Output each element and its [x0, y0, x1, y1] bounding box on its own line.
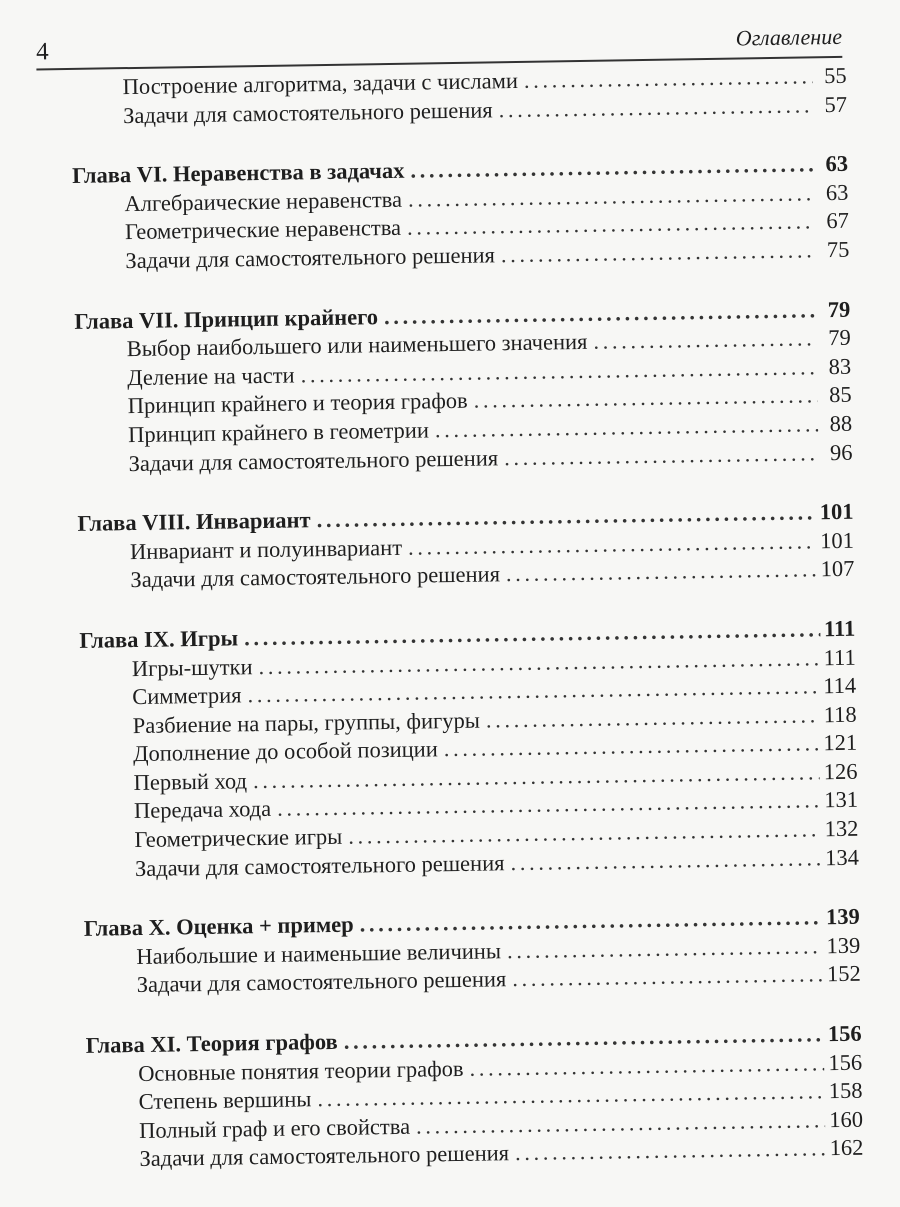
dot-leader: [506, 556, 817, 589]
entry-page-number: 160: [829, 1106, 864, 1132]
entry-page-number: 83: [828, 353, 852, 379]
entry-title: Симметрия: [132, 682, 242, 710]
entry-page-number: 158: [828, 1077, 863, 1104]
entry-page-number: 121: [823, 729, 858, 756]
entry-title: Задачи для самостоятельного решения: [134, 849, 505, 881]
entry-page-number: 134: [824, 844, 860, 870]
entry-page-number: 101: [819, 527, 855, 553]
entry-page-number: 114: [823, 672, 857, 699]
entry-page-number: 88: [829, 410, 853, 437]
entry-title: Игры-шутки: [131, 653, 253, 681]
entry-page-number: 111: [823, 615, 856, 642]
dot-leader: [498, 91, 813, 125]
entry-page-number: 107: [820, 556, 855, 582]
entry-title: Глава VIII. Инвариант: [77, 507, 311, 537]
entry-page-number: 131: [824, 787, 859, 813]
entry-title: Глава IX. Игры: [79, 625, 239, 653]
entry-page-number: 75: [826, 236, 850, 263]
entry-title: Глава VI. Неравенства в задачах: [71, 157, 405, 189]
entry-page-number: 162: [829, 1135, 864, 1161]
page-number: 4: [35, 38, 49, 66]
entry-title: Деление на части: [127, 362, 295, 390]
dot-leader: [512, 961, 823, 994]
entry-page-number: 63: [825, 179, 849, 205]
entry-page-number: 156: [827, 1020, 862, 1047]
entry-title: Задачи для самостоятельного решения: [122, 96, 493, 128]
entry-title: Задачи для самостоятельного решения: [139, 1140, 510, 1172]
entry-title: Передача хода: [133, 796, 272, 824]
entry-page-number: 101: [819, 498, 854, 525]
entry-title: Задачи для самостоятельного решения: [136, 966, 507, 998]
entry-title: Принцип крайнего в геометрии: [127, 417, 430, 448]
entry-title: Степень вершины: [138, 1086, 312, 1115]
entry-page-number: 63: [825, 150, 849, 177]
entry-title: Задачи для самостоятельного решения: [125, 242, 496, 274]
dot-leader: [510, 844, 821, 877]
entry-title: Принцип крайнего и теория графов: [127, 388, 468, 419]
entry-title: Задачи для самостоятельного решения: [128, 444, 499, 476]
dot-leader: [593, 324, 817, 356]
dot-leader: [515, 1135, 826, 1168]
entry-title: Глава X. Оценка + пример: [83, 911, 354, 942]
entry-page-number: 79: [827, 296, 851, 322]
entry-title: Алгебраические неравенства: [124, 186, 403, 216]
entry-title: Глава XI. Теория графов: [85, 1028, 338, 1058]
entry-page-number: 126: [823, 758, 858, 785]
entry-title: Построение алгоритма, задачи с числами: [122, 67, 519, 100]
entry-title: Геометрические неравенства: [124, 215, 402, 245]
entry-page-number: 79: [828, 324, 851, 351]
dot-leader: [504, 439, 819, 473]
running-title: Оглавление: [735, 23, 843, 51]
entry-title: Инвариант и полуинвариант: [129, 534, 403, 564]
entry-title: Полный граф и его свойства: [138, 1113, 411, 1143]
page-header: [36, 16, 843, 71]
entry-title: Первый ход: [133, 768, 248, 795]
table-of-contents: [70, 62, 863, 1175]
entry-title: Дополнение до особой позиции: [132, 736, 438, 767]
entry-title: Выбор наибольшего или наименьшего значения: [126, 329, 588, 362]
entry-page-number: 67: [826, 208, 850, 234]
entry-page-number: 139: [825, 903, 861, 930]
entry-title: Геометрические игры: [134, 823, 343, 853]
entry-page-number: 156: [828, 1049, 863, 1075]
entry-page-number: 118: [823, 701, 857, 727]
entry-page-number: 152: [826, 961, 861, 987]
entry-title: Разбиение на пары, группы, фигуры: [132, 707, 481, 738]
dot-leader: [524, 62, 813, 95]
entry-page-number: 139: [826, 932, 861, 959]
entry-title: Основные понятия теории графов: [137, 1055, 464, 1086]
entry-page-number: 132: [824, 815, 859, 842]
entry-title: Задачи для самостоятельного решения: [130, 561, 501, 593]
entry-page-number: 55: [823, 62, 847, 89]
entry-page-number: 85: [828, 382, 852, 408]
dot-leader: [501, 236, 816, 270]
entry-title: Глава VII. Принцип крайнего: [74, 303, 379, 334]
entry-title: Наибольшие и наименьшие величины: [136, 938, 502, 969]
entry-page-number: 111: [823, 644, 856, 670]
entry-page-number: 96: [829, 439, 853, 465]
entry-page-number: 57: [824, 91, 848, 117]
